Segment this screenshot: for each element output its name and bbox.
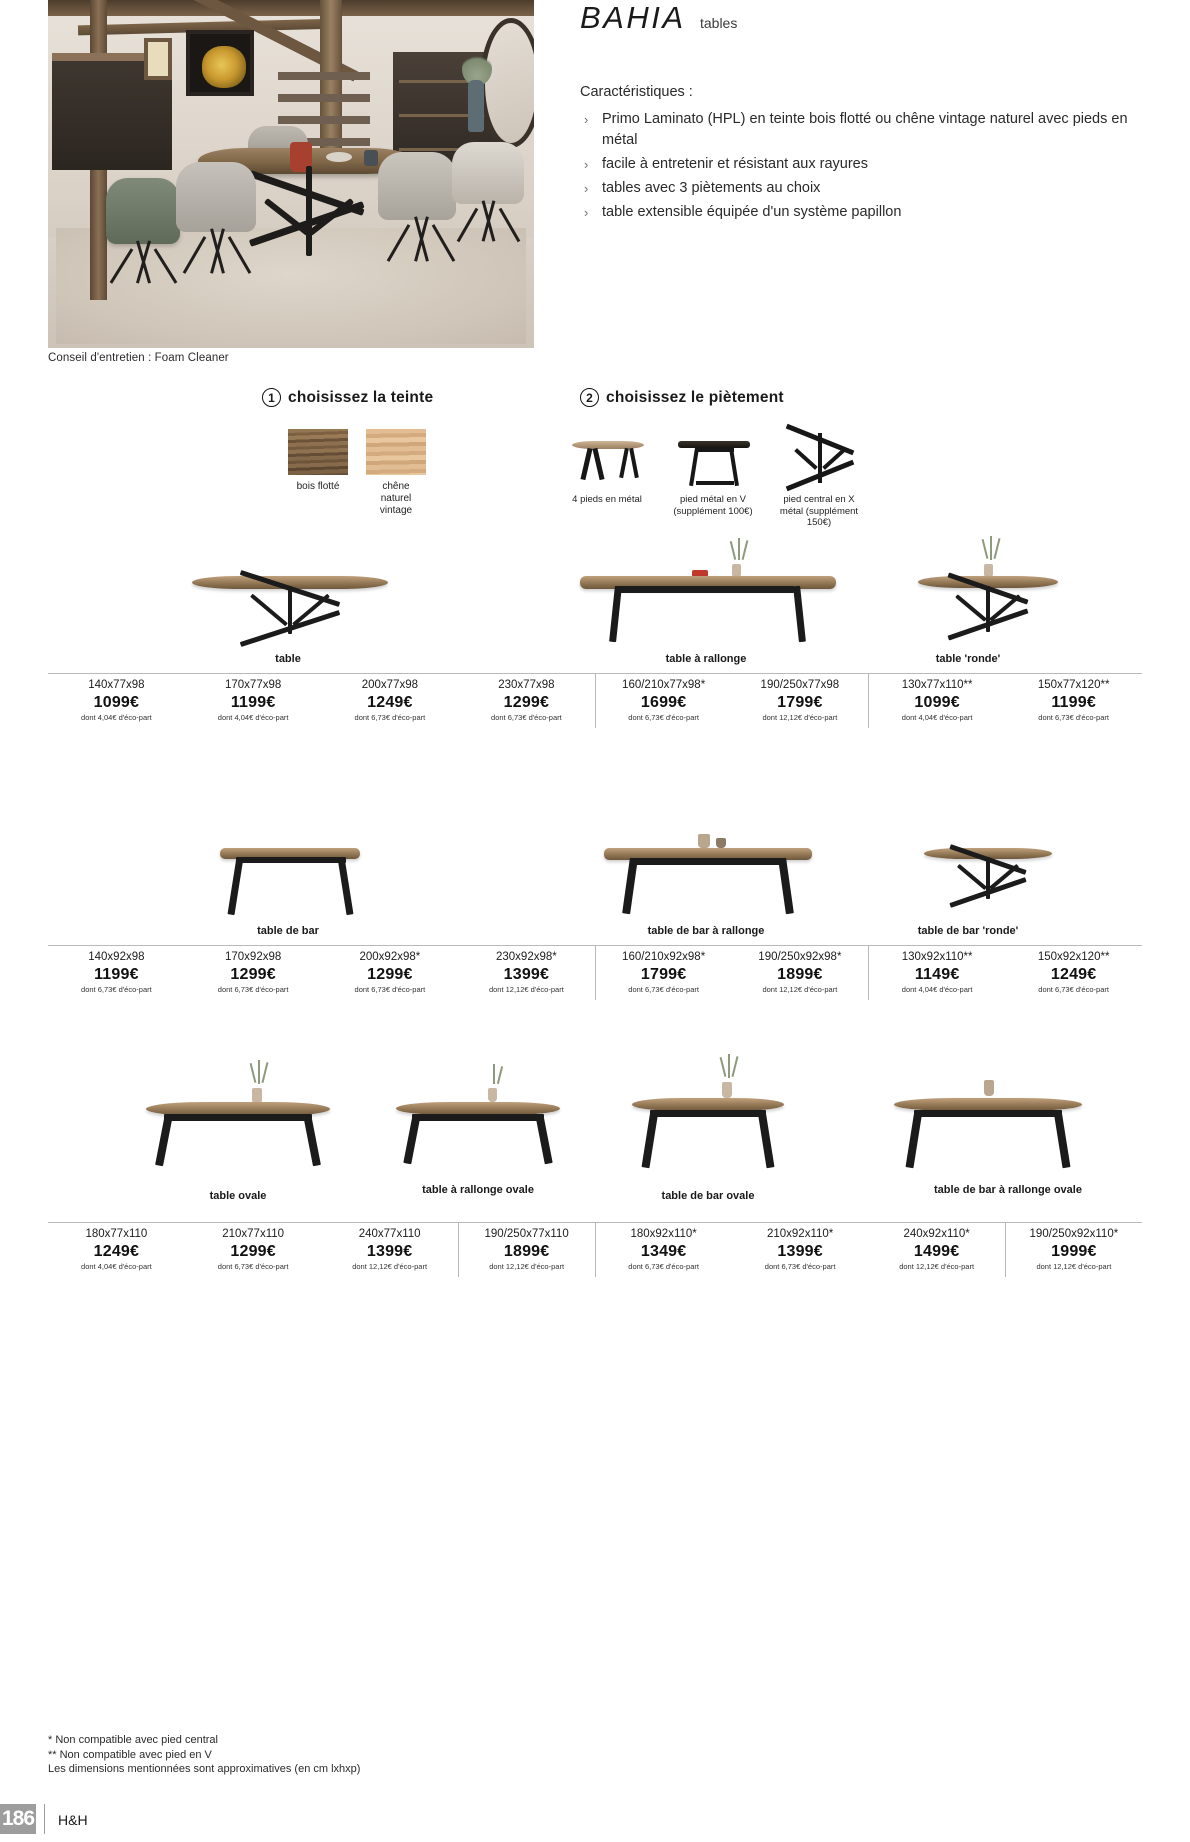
chevron-right-icon: › xyxy=(584,205,589,220)
base-option-4-feet[interactable] xyxy=(564,429,650,529)
feature-item xyxy=(580,202,1140,223)
group-name: table xyxy=(275,653,301,665)
price-cell xyxy=(595,946,732,1001)
vase-icon xyxy=(468,80,484,132)
wood-swatch-oak-icon[interactable] xyxy=(366,429,426,475)
eco-part-label: dont 6,73€ d'éco-part xyxy=(628,985,699,994)
table-object-icon xyxy=(364,150,378,166)
price-label: 1149€ xyxy=(914,966,960,983)
dimension-label: 150x92x120** xyxy=(1037,951,1110,963)
hero-room-photo xyxy=(48,0,534,348)
chair-grey xyxy=(176,162,256,232)
eco-part-label: dont 6,73€ d'éco-part xyxy=(491,713,562,722)
dimension-label: 240x92x110* xyxy=(903,1228,970,1240)
artwork-splash xyxy=(202,46,246,88)
finish-option-driftwood[interactable] xyxy=(288,429,348,517)
dimension-label: 190/250x77x110 xyxy=(484,1228,569,1240)
base-option-list xyxy=(564,429,862,529)
price-label: 1399€ xyxy=(503,966,550,983)
features-list xyxy=(580,109,1140,223)
price-label: 1299€ xyxy=(230,1243,276,1260)
eco-part-label: dont 6,73€ d'éco-part xyxy=(81,985,152,994)
table-row xyxy=(48,674,1142,729)
dimension-label: 160/210x77x98* xyxy=(622,679,706,691)
eco-part-label: dont 4,04€ d'éco-part xyxy=(81,713,152,722)
step-2-header xyxy=(580,388,862,407)
price-label: 1099€ xyxy=(93,694,140,711)
step-number-2: 2 xyxy=(580,388,599,407)
dimension-label: 190/250x92x98* xyxy=(758,951,842,963)
price-label: 1099€ xyxy=(914,694,960,711)
eco-part-label: dont 6,73€ d'éco-part xyxy=(354,985,426,994)
price-table-2 xyxy=(48,945,1142,1000)
price-label: 1299€ xyxy=(503,694,550,711)
price-label: 1349€ xyxy=(640,1243,687,1260)
step-1-choose-finish xyxy=(262,388,433,517)
step-1-header xyxy=(262,388,433,407)
eco-part-label: dont 6,73€ d'éco-part xyxy=(628,713,699,722)
chevron-right-icon: › xyxy=(584,181,589,196)
price-cell xyxy=(732,1223,869,1278)
base-option-label: pied central en X métal (supplément 150€) xyxy=(779,494,859,528)
step-number-1: 1 xyxy=(262,388,281,407)
step-2-label: choisissez le piètement xyxy=(606,388,784,406)
eco-part-label: dont 12,12€ d'éco-part xyxy=(762,985,838,994)
page-title: BAHIA xyxy=(580,0,686,35)
feature-item xyxy=(580,154,1140,175)
price-cell xyxy=(595,1223,732,1278)
eco-part-label: dont 6,73€ d'éco-part xyxy=(217,985,289,994)
price-label: 1399€ xyxy=(366,1243,413,1260)
oval-mirror-icon xyxy=(480,18,534,148)
footnote-line: ** Non compatible avec pied en V xyxy=(48,1748,212,1761)
price-cell xyxy=(185,674,322,729)
dimension-label: 200x92x98* xyxy=(359,951,421,963)
eco-part-label: dont 12,12€ d'éco-part xyxy=(1036,1262,1112,1271)
dimension-label: 240x77x110 xyxy=(358,1228,421,1240)
group-name: table ovale xyxy=(209,1190,267,1202)
footnote-line: Les dimensions mentionnées sont approximatives (en cm lxhxp) xyxy=(48,1763,361,1775)
eco-part-label: dont 6,73€ d'éco-part xyxy=(217,1262,289,1271)
dimension-label: 210x92x110* xyxy=(766,1228,834,1240)
dimension-label: 230x77x98 xyxy=(498,679,555,691)
group-name: table à rallonge ovale xyxy=(422,1184,534,1196)
leg-x-central-icon[interactable] xyxy=(776,429,862,489)
price-label: 1799€ xyxy=(640,966,687,983)
dimension-label: 130x92x110** xyxy=(901,951,973,963)
dimension-label: 180x77x110 xyxy=(85,1228,148,1240)
group-name: table de bar ovale xyxy=(661,1190,755,1202)
dimension-label: 180x92x110* xyxy=(630,1228,697,1240)
eco-part-label: dont 12,12€ d'éco-part xyxy=(489,1262,565,1271)
eco-part-label: dont 12,12€ d'éco-part xyxy=(899,1262,975,1271)
x-leg-base xyxy=(244,166,376,258)
dimension-label: 210x77x110 xyxy=(222,1228,285,1240)
price-cell xyxy=(732,674,869,729)
eco-part-label: dont 6,73€ d'éco-part xyxy=(764,1262,836,1271)
price-cell xyxy=(185,946,322,1001)
price-cell xyxy=(48,674,185,729)
eco-part-label: dont 4,04€ d'éco-part xyxy=(217,713,289,722)
chair-legs xyxy=(188,228,246,280)
price-cell xyxy=(458,674,595,729)
wood-swatch-driftwood-icon[interactable] xyxy=(288,429,348,475)
chair-grey xyxy=(378,152,456,220)
product-row-1 xyxy=(48,548,1142,728)
eco-part-label: dont 6,73€ d'éco-part xyxy=(628,1262,699,1271)
price-label: 1899€ xyxy=(503,1243,550,1260)
feature-item xyxy=(580,178,1140,199)
product-row-1-group-names xyxy=(48,653,1142,669)
price-label: 1299€ xyxy=(230,966,276,983)
price-cell xyxy=(869,1223,1006,1278)
price-cell xyxy=(869,674,1006,729)
product-row-2-group-names xyxy=(48,925,1142,941)
eco-part-label: dont 4,04€ d'éco-part xyxy=(901,713,973,722)
eco-part-label: dont 6,73€ d'éco-part xyxy=(1038,985,1109,994)
price-label: 1199€ xyxy=(94,966,139,983)
features-title: Caractéristiques : xyxy=(580,84,693,100)
eco-part-label: dont 12,12€ d'éco-part xyxy=(352,1262,428,1271)
product-row-3 xyxy=(48,1050,1142,1277)
price-table-1 xyxy=(48,673,1142,728)
price-label: 1249€ xyxy=(1050,966,1097,983)
step-1-label: choisissez la teinte xyxy=(288,388,434,406)
brand-header xyxy=(580,0,1140,226)
price-cell xyxy=(732,946,869,1001)
price-cell xyxy=(1005,1223,1142,1278)
group-name: table 'ronde' xyxy=(935,653,1001,665)
price-label: 1799€ xyxy=(777,694,823,711)
footnote-line: * Non compatible avec pied central xyxy=(48,1734,218,1746)
price-cell xyxy=(1005,946,1142,1001)
price-label: 1299€ xyxy=(367,966,413,983)
base-option-v-leg[interactable] xyxy=(670,429,756,529)
feature-text: Primo Laminato (HPL) en teinte bois flotté ou chêne vintage naturel avec pieds en métal xyxy=(602,111,1128,148)
group-name: table de bar 'ronde' xyxy=(917,925,1019,937)
product-row-2 xyxy=(48,820,1142,1000)
chair-legs xyxy=(116,240,172,290)
product-row-2-images xyxy=(48,820,1142,925)
dimension-label: 140x92x98 xyxy=(88,951,145,963)
dimension-label: 170x92x98 xyxy=(224,951,282,963)
ceiling-beam-icon xyxy=(48,0,534,16)
feature-text: tables avec 3 piètements au choix xyxy=(602,180,821,196)
leg-v-metal-icon[interactable] xyxy=(670,429,756,489)
price-cell xyxy=(869,946,1006,1001)
finish-option-label: bois flotté xyxy=(296,481,340,492)
dimension-label: 190/250x77x98 xyxy=(760,679,840,691)
price-cell xyxy=(458,1223,595,1278)
price-cell xyxy=(322,946,459,1001)
page-footer xyxy=(0,1784,1190,1842)
product-row-3-images xyxy=(48,1050,1142,1190)
base-option-x-central[interactable] xyxy=(776,429,862,529)
feature-text: table extensible équipée d'un système papillon xyxy=(602,204,902,220)
page-subtitle: tables xyxy=(699,15,738,31)
footnotes xyxy=(48,1733,360,1777)
table-row xyxy=(48,1223,1142,1278)
price-label: 1249€ xyxy=(367,694,413,711)
dimension-label: 160/210x92x98* xyxy=(622,951,706,963)
finish-option-label: chêne naturel vintage xyxy=(379,481,413,516)
product-row-1-images xyxy=(48,548,1142,653)
price-cell xyxy=(322,674,459,729)
eco-part-label: dont 6,73€ d'éco-part xyxy=(354,713,426,722)
eco-part-label: dont 6,73€ d'éco-part xyxy=(1038,713,1109,722)
table-bowl-icon xyxy=(326,152,352,162)
price-cell xyxy=(1005,674,1142,729)
footer-brand: H&H xyxy=(58,1812,88,1828)
wall-artwork xyxy=(186,30,254,96)
dimension-label: 170x77x98 xyxy=(224,679,282,691)
group-name: table de bar à rallonge xyxy=(647,925,765,937)
window-icon xyxy=(144,38,172,80)
group-name: table de bar à rallonge ovale xyxy=(934,1184,1082,1196)
feature-item xyxy=(580,109,1140,151)
dimension-label: 200x77x98 xyxy=(361,679,419,691)
price-cell xyxy=(48,946,185,1001)
price-table-3 xyxy=(48,1222,1142,1277)
price-label: 1499€ xyxy=(913,1243,960,1260)
price-label: 1899€ xyxy=(777,966,823,983)
price-label: 1999€ xyxy=(1051,1243,1097,1260)
price-label: 1199€ xyxy=(230,694,276,711)
chair-beige xyxy=(452,142,524,204)
chair-legs xyxy=(462,200,516,248)
chevron-right-icon: › xyxy=(584,157,589,172)
price-cell xyxy=(185,1223,322,1278)
dimension-label: 190/250x92x110* xyxy=(1029,1228,1119,1240)
dimension-label: 230x92x98* xyxy=(496,951,557,963)
footer-divider xyxy=(44,1804,45,1834)
price-label: 1249€ xyxy=(93,1243,140,1260)
room-scene xyxy=(48,0,534,348)
table-row xyxy=(48,946,1142,1001)
base-option-label: 4 pieds en métal xyxy=(572,494,642,505)
price-cell xyxy=(48,1223,185,1278)
price-cell xyxy=(458,946,595,1001)
eco-part-label: dont 12,12€ d'éco-part xyxy=(488,985,564,994)
chair-green xyxy=(106,178,180,244)
feature-text: facile à entretenir et résistant aux rayures xyxy=(602,156,868,172)
price-label: 1199€ xyxy=(1051,694,1096,711)
chevron-right-icon: › xyxy=(584,112,589,127)
dimension-label: 150x77x120** xyxy=(1037,679,1110,691)
dimension-label: 140x77x98 xyxy=(88,679,145,691)
price-label: 1699€ xyxy=(640,694,687,711)
group-name: table à rallonge xyxy=(665,653,747,665)
photo-caption: Conseil d'entretien : Foam Cleaner xyxy=(48,352,229,364)
eco-part-label: dont 12,12€ d'éco-part xyxy=(762,713,838,722)
finish-option-oak[interactable] xyxy=(366,429,426,517)
page-number: 186 xyxy=(0,1804,36,1834)
leg-4-feet-metal-icon[interactable] xyxy=(564,429,650,489)
chair-legs xyxy=(392,216,450,268)
price-cell xyxy=(595,674,732,729)
group-name: table de bar xyxy=(257,925,319,937)
base-option-label: pied métal en V (supplément 100€) xyxy=(673,494,753,517)
price-cell xyxy=(322,1223,459,1278)
product-row-3-group-names xyxy=(48,1184,1142,1218)
finish-swatch-list xyxy=(288,429,433,517)
eco-part-label: dont 4,04€ d'éco-part xyxy=(901,985,973,994)
price-label: 1399€ xyxy=(777,1243,823,1260)
dimension-label: 130x77x110** xyxy=(901,679,973,691)
eco-part-label: dont 4,04€ d'éco-part xyxy=(81,1262,152,1271)
step-2-choose-base xyxy=(572,388,862,529)
